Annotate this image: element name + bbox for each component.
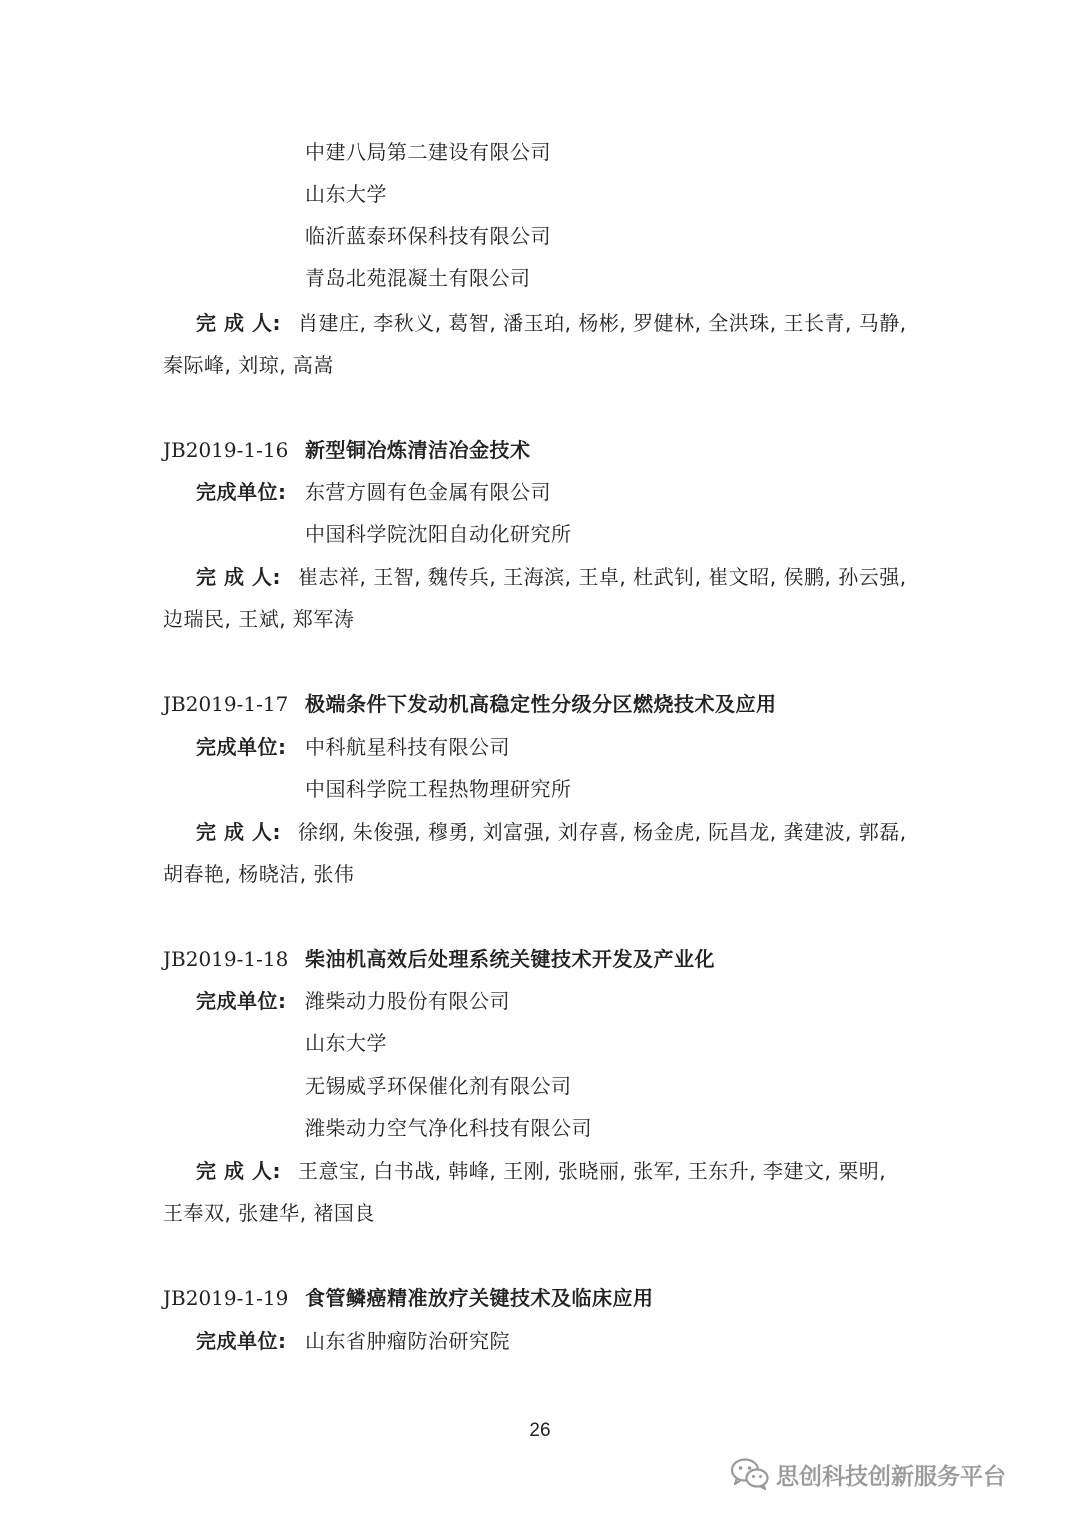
units-label — [196, 987, 287, 1015]
persons-line: 胡春艳, 杨晓洁, 张伟 — [163, 862, 355, 886]
entry-code: JB2019-1-16 — [163, 438, 289, 462]
persons-line: 边瑞民, 王斌, 郑军涛 — [163, 607, 355, 631]
unit-line: 山东大学 — [305, 182, 387, 206]
unit-line: 潍柴动力股份有限公司 — [305, 989, 510, 1013]
units-label-text: 完成单位 — [196, 735, 278, 759]
persons-line: 王奉双, 张建华, 褚国良 — [163, 1201, 375, 1225]
unit-line: 临沂蓝泰环保科技有限公司 — [305, 224, 551, 248]
watermark — [730, 1452, 1006, 1496]
unit-line: 青岛北苑混凝土有限公司 — [305, 266, 531, 290]
persons-label — [196, 309, 281, 337]
unit-line: 中科航星科技有限公司 — [305, 735, 510, 759]
label-colon: : — [278, 480, 287, 504]
persons-label-text: 完 成 人 — [196, 565, 273, 589]
watermark-text: 思创科技创新服务平台 — [776, 1463, 1006, 1490]
unit-line: 中国科学院工程热物理研究所 — [305, 777, 572, 801]
units-label — [196, 733, 287, 761]
persons-label-text: 完 成 人 — [196, 1159, 273, 1183]
entry-title: 食管鳞癌精准放疗关键技术及临床应用 — [305, 1286, 654, 1310]
persons-label-text: 完 成 人 — [196, 311, 273, 335]
entry-code: JB2019-1-19 — [163, 1286, 289, 1310]
units-label — [196, 1327, 287, 1355]
persons-label — [196, 563, 281, 591]
wechat-icon — [730, 1457, 770, 1491]
persons-line: 秦际峰, 刘琼, 高嵩 — [163, 353, 334, 377]
persons-label — [196, 1157, 281, 1185]
unit-line: 无锡威孚环保催化剂有限公司 — [305, 1074, 572, 1098]
persons-line: 王意宝, 白书战, 韩峰, 王刚, 张晓丽, 张军, 王东升, 李建文, 栗明, — [298, 1159, 887, 1183]
unit-line: 中建八局第二建设有限公司 — [305, 140, 551, 164]
label-colon: : — [272, 565, 281, 589]
units-label-text: 完成单位 — [196, 480, 278, 504]
persons-line: 崔志祥, 王智, 魏传兵, 王海滨, 王卓, 杜武钊, 崔文昭, 侯鹏, 孙云强, — [298, 565, 907, 589]
unit-line: 中国科学院沈阳自动化研究所 — [305, 522, 572, 546]
persons-label — [196, 818, 281, 846]
unit-line: 山东大学 — [305, 1031, 387, 1055]
entry-code: JB2019-1-18 — [163, 947, 289, 971]
label-colon: : — [278, 735, 287, 759]
units-label — [196, 478, 287, 506]
persons-label-text: 完 成 人 — [196, 820, 273, 844]
entry-title: 柴油机高效后处理系统关键技术开发及产业化 — [305, 947, 715, 971]
persons-line: 肖建庄, 李秋义, 葛智, 潘玉珀, 杨彬, 罗健林, 全洪珠, 王长青, 马静, — [298, 311, 907, 335]
entry-title: 极端条件下发动机高稳定性分级分区燃烧技术及应用 — [305, 692, 777, 716]
label-colon: : — [272, 1159, 281, 1183]
unit-line: 潍柴动力空气净化科技有限公司 — [305, 1116, 592, 1140]
entry-code: JB2019-1-17 — [163, 692, 289, 716]
persons-line: 徐纲, 朱俊强, 穆勇, 刘富强, 刘存喜, 杨金虎, 阮昌龙, 龚建波, 郭磊, — [298, 820, 907, 844]
label-colon: : — [272, 820, 281, 844]
label-colon: : — [278, 989, 287, 1013]
unit-line: 东营方圆有色金属有限公司 — [305, 480, 551, 504]
label-colon: : — [278, 1329, 287, 1353]
units-label-text: 完成单位 — [196, 1329, 278, 1353]
entry-title: 新型铜冶炼清洁冶金技术 — [305, 438, 531, 462]
label-colon: : — [272, 311, 281, 335]
units-label-text: 完成单位 — [196, 989, 278, 1013]
unit-line: 山东省肿瘤防治研究院 — [305, 1329, 510, 1353]
page-number: 26 — [529, 1420, 551, 1441]
